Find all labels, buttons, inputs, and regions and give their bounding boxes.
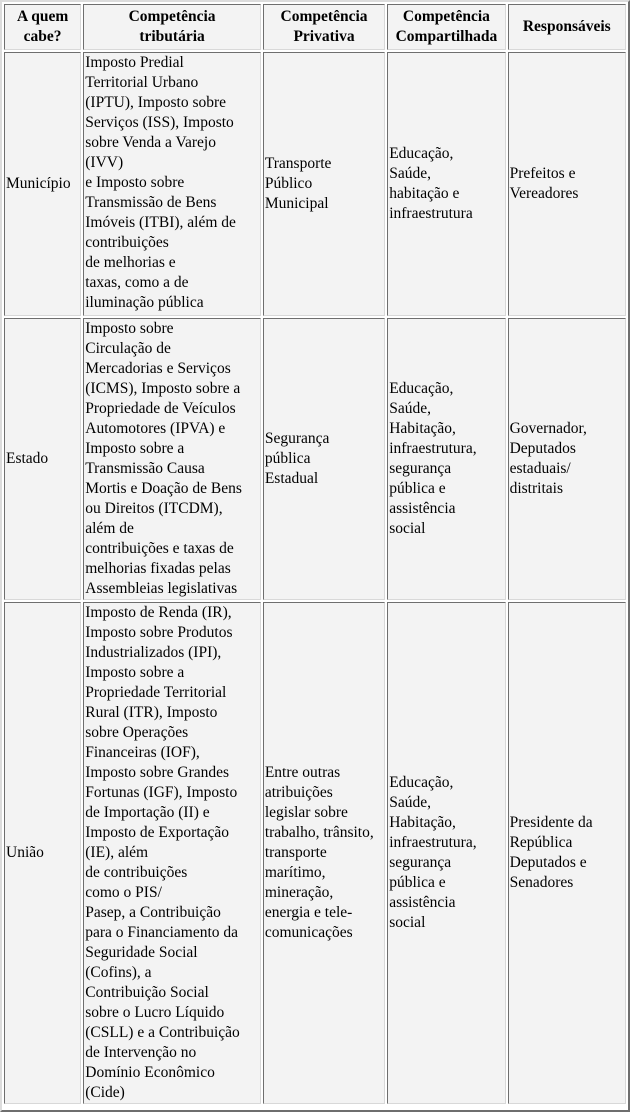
header-who: A quem cabe? — [4, 4, 81, 50]
cell-ente: União — [4, 602, 81, 1104]
cell-tributaria: Imposto sobre Circulação de Mercadorias e Serviços (ICMS), Imposto sobre a Propriedade de Veículos Automotores (IPVA) e Imposto sobre a Transmissão Causa Mortis e Doação de Bens ou Direitos (ITCDM), além de contribuições e taxas de melhorias fixadas pelas Assembleias legislativas — [83, 318, 261, 600]
cell-compartilhada: Educação, Saúde, habitação e infraestrutura — [387, 52, 505, 316]
header-tributaria: Competência tributária — [83, 4, 261, 50]
competencias-table — [2, 2, 628, 1106]
header-row — [4, 4, 626, 50]
table-row-estado — [4, 318, 626, 600]
cell-tributaria: Imposto Predial Territorial Urbano (IPTU), Imposto sobre Serviços (ISS), Imposto sobre Venda a Varejo (IVV) e Imposto sobre Transmissão de Bens Imóveis (ITBI), além de contribuições de melhorias e taxas, como a de iluminação pública — [83, 52, 261, 316]
cell-responsaveis: Governador, Deputados estaduais/ distritais — [508, 318, 626, 600]
cell-responsaveis: Prefeitos e Vereadores — [508, 52, 626, 316]
table-row-uniao — [4, 602, 626, 1104]
header-compartilhada: Competência Compartilhada — [387, 4, 505, 50]
cell-ente: Estado — [4, 318, 81, 600]
cell-compartilhada: Educação, Saúde, Habitação, infraestrutura, segurança pública e assistência social — [387, 318, 505, 600]
cell-ente: Município — [4, 52, 81, 316]
cell-responsaveis: Presidente da República Deputados e Senadores — [508, 602, 626, 1104]
cell-privativa: Segurança pública Estadual — [263, 318, 385, 600]
cell-tributaria: Imposto de Renda (IR), Imposto sobre Produtos Industrializados (IPI), Imposto sobre a Propriedade Territorial Rural (ITR), Imposto sobre Operações Financeiras (IOF), Imposto sobre Grandes Fortunas (IGF), Imposto de Importação (II) e Imposto de Exportação (IE), além de contribuições como o PIS/ Pasep, a Contribuição para o Financiamento da Seguridade Social (Cofins), a Contribuição Social sobre o Lucro Líquido (CSLL) e a Contribuição de Intervenção no Domínio Econômico (Cide) — [83, 602, 261, 1104]
header-privativa: Competência Privativa — [263, 4, 385, 50]
cell-privativa: Entre outras atribuições legislar sobre trabalho, trânsito, transporte marítimo, mineração, energia e tele- comunicações — [263, 602, 385, 1104]
cell-compartilhada: Educação, Saúde, Habitação, infraestrutura, segurança pública e assistência social — [387, 602, 505, 1104]
header-responsaveis: Responsáveis — [508, 4, 626, 50]
cell-privativa: Transporte Público Municipal — [263, 52, 385, 316]
table-row-municipio — [4, 52, 626, 316]
